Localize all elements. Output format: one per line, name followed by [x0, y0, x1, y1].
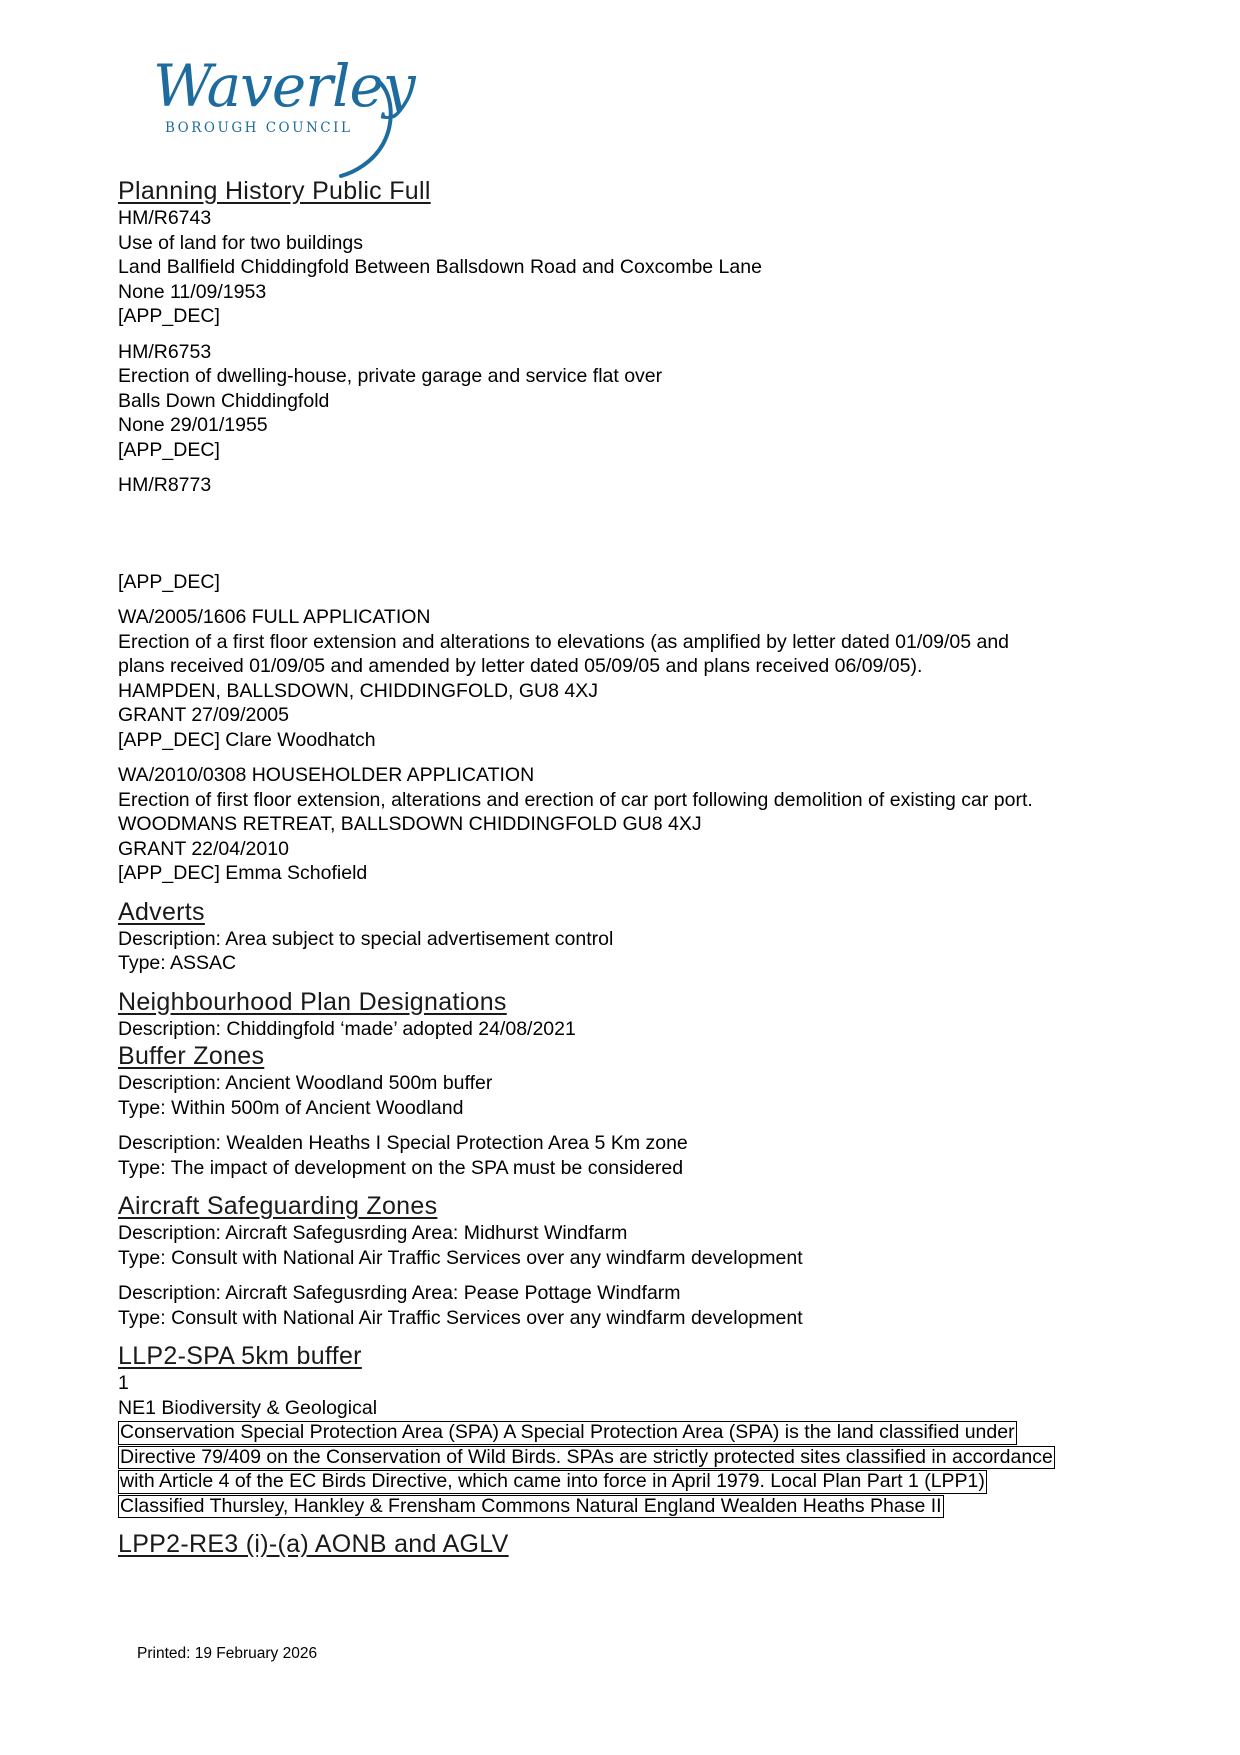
record-code: [APP_DEC]	[118, 305, 220, 327]
adverts-type: Type: ASSAC	[118, 952, 237, 974]
record-location: HAMPDEN, BALLSDOWN, CHIDDINGFOLD, GU8 4XJ	[118, 679, 598, 702]
record-reference: HM/R6743	[118, 207, 212, 229]
lpp2-re3-heading: LPP2-RE3 (i)-(a) AONB and AGLV	[118, 1530, 509, 1558]
document-body	[118, 176, 1128, 1559]
buffer-description: Description: Wealden Heaths I Special Protection Area 5 Km zone	[118, 1132, 688, 1154]
aircraft-heading: Aircraft Safeguarding Zones	[118, 1192, 438, 1220]
logo-subtitle: BOROUGH COUNCIL	[165, 120, 353, 136]
record-proposal: Erection of dwelling-house, private garage and service flat over	[118, 365, 663, 387]
planning-record	[118, 605, 1128, 752]
record-decision: None 29/01/1955	[118, 414, 268, 436]
logo-wordmark: Waverley	[153, 52, 415, 120]
record-proposal: Use of land for two buildings	[118, 231, 363, 254]
llp2-heading: LLP2-SPA 5km buffer	[118, 1342, 362, 1370]
record-code: [APP_DEC]	[118, 570, 220, 593]
llp2-boxed-text: Classified Thursley, Hankley & Frensham Commons Natural England Wealden Heaths Phase II	[120, 1494, 942, 1517]
record-code: [APP_DEC]	[118, 438, 220, 461]
record-reference: HM/R6753	[118, 340, 212, 363]
record-proposal: Erection of first floor extension, alterations and erection of car port following demolition of existing car port.	[118, 788, 1033, 811]
llp2-policy: NE1 Biodiversity & Geological	[118, 1396, 378, 1419]
llp2-boxed-text: with Article 4 of the EC Birds Directive, which came into force in April 1979. Local Plan Part 1 (LPP1)	[120, 1470, 985, 1492]
aircraft-type: Type: Consult with National Air Traffic Services over any windfarm development	[118, 1246, 803, 1269]
neighbourhood-heading: Neighbourhood Plan Designations	[118, 987, 507, 1016]
record-location: Land Ballfield Chiddingfold Between Ballsdown Road and Coxcombe Lane	[118, 256, 762, 278]
llp2-boxed-text: Directive 79/409 on the Conservation of Wild Birds. SPAs are strictly protected sites classified in accordance	[120, 1445, 1053, 1468]
record-code: [APP_DEC] Emma Schofield	[118, 862, 368, 884]
llp2-number: 1	[118, 1372, 129, 1394]
record-proposal: Erection of a first floor extension and alterations to elevations (as amplified by letter dated 01/09/05 and	[118, 630, 1010, 653]
printed-date: Printed: 19 February 2026	[137, 1645, 318, 1662]
record-decision: GRANT 22/04/2010	[118, 837, 289, 860]
adverts-heading: Adverts	[118, 897, 205, 926]
record-reference: WA/2005/1606 FULL APPLICATION	[118, 606, 431, 628]
planning-record	[118, 206, 1128, 329]
adverts-description: Description: Area subject to special advertisement control	[118, 927, 614, 950]
aircraft-entry	[118, 1281, 1128, 1330]
planning-record	[118, 473, 1128, 594]
aircraft-description: Description: Aircraft Safegusrding Area: Midhurst Windfarm	[118, 1222, 628, 1244]
record-reference: HM/R8773	[118, 474, 212, 496]
adverts-entry	[118, 927, 1128, 976]
record-code: [APP_DEC] Clare Woodhatch	[118, 728, 376, 751]
planning-record	[118, 340, 1128, 463]
record-reference: WA/2010/0308 HOUSEHOLDER APPLICATION	[118, 764, 535, 786]
aircraft-entry	[118, 1221, 1128, 1270]
record-location: WOODMANS RETREAT, BALLSDOWN CHIDDINGFOLD GU8 4XJ	[118, 813, 702, 835]
aircraft-description: Description: Aircraft Safegusrding Area: Pease Pottage Windfarm	[118, 1282, 681, 1304]
buffer-type: Type: The impact of development on the SPA must be considered	[118, 1156, 684, 1179]
neighbourhood-description: Description: Chiddingfold ‘made’ adopted 24/08/2021	[118, 1017, 576, 1040]
llp2-boxed-text: Conservation Special Protection Area (SPA) A Special Protection Area (SPA) is the land classified under	[120, 1421, 1015, 1443]
waverley-logo	[145, 52, 415, 180]
buffer-description: Description: Ancient Woodland 500m buffer	[118, 1072, 493, 1094]
buffer-zone-entry	[118, 1131, 1128, 1180]
record-decision: None 11/09/1953	[118, 280, 267, 303]
planning-history-heading: Planning History Public Full	[118, 177, 431, 205]
record-proposal-cont: plans received 01/09/05 and amended by letter dated 05/09/05 and plans received 06/09/05).	[118, 655, 923, 677]
aircraft-type: Type: Consult with National Air Traffic Services over any windfarm development	[118, 1306, 803, 1329]
record-location: Balls Down Chiddingfold	[118, 389, 330, 412]
record-decision: GRANT 27/09/2005	[118, 704, 289, 726]
llp2-entry	[118, 1371, 1128, 1518]
buffer-zones-heading: Buffer Zones	[118, 1042, 265, 1070]
planning-record	[118, 763, 1128, 886]
buffer-type: Type: Within 500m of Ancient Woodland	[118, 1096, 464, 1119]
buffer-zone-entry	[118, 1071, 1128, 1120]
